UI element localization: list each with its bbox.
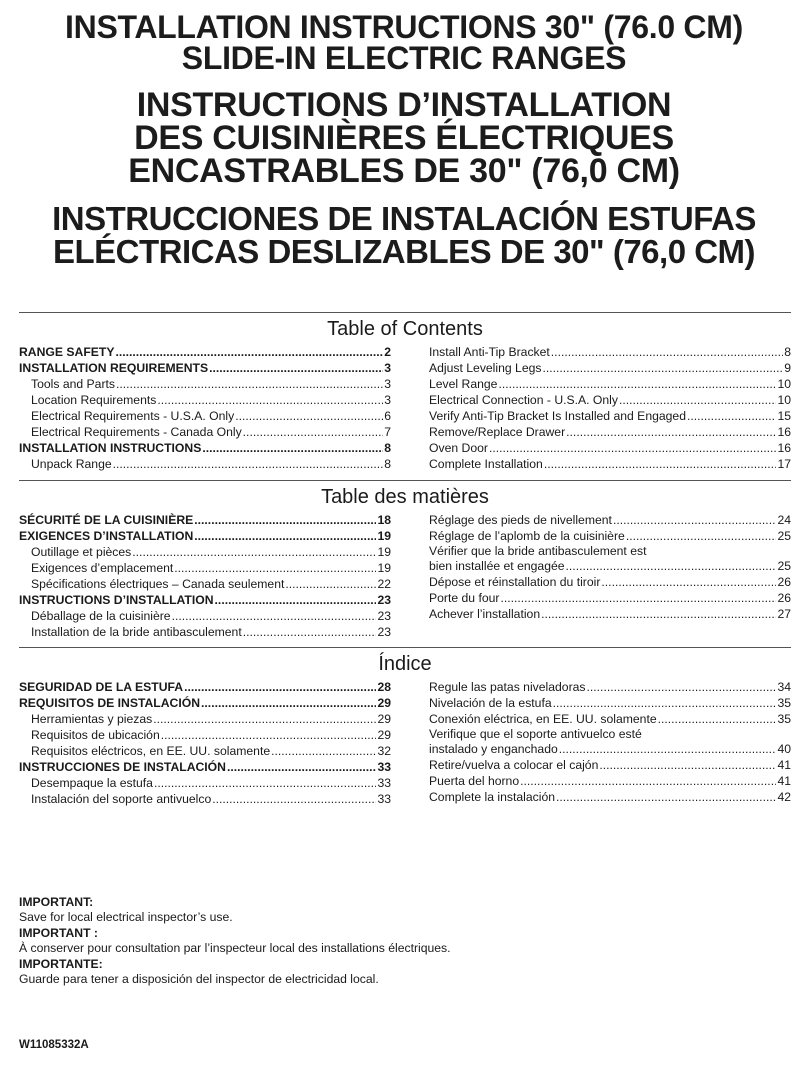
toc-entry-label: INSTALLATION INSTRUCTIONS bbox=[19, 441, 202, 455]
toc-entry bbox=[19, 576, 391, 592]
toc-entry-label: Verify Anti-Tip Bracket Is Installed and Engaged bbox=[429, 409, 686, 423]
toc-entry-page: 29 bbox=[377, 696, 391, 710]
toc-entry-page: 19 bbox=[377, 529, 391, 543]
toc-entry-label-line1: Vérifier que la bride antibasculement est bbox=[429, 544, 647, 558]
dot-leader bbox=[687, 408, 776, 424]
toc-entry-page: 41 bbox=[777, 758, 791, 772]
dot-leader bbox=[285, 576, 376, 592]
toc-entry-page: 35 bbox=[777, 696, 791, 710]
toc-entry bbox=[19, 440, 391, 456]
toc-entry-label: INSTRUCCIONES DE INSTALACIÓN bbox=[19, 760, 226, 774]
toc-left-column bbox=[19, 344, 391, 472]
dot-leader bbox=[201, 695, 376, 711]
toc-entry bbox=[429, 344, 791, 360]
toc-right-column bbox=[429, 679, 791, 807]
dot-leader bbox=[500, 590, 776, 606]
toc-entry-label: Conexión eléctrica, en EE. UU. solamente bbox=[429, 712, 657, 726]
toc-right-column bbox=[429, 344, 791, 472]
toc-entry bbox=[429, 711, 791, 727]
toc-entry-page: 3 bbox=[384, 377, 391, 391]
toc-entry bbox=[429, 528, 791, 544]
dot-leader bbox=[520, 773, 776, 789]
toc-entry bbox=[19, 711, 391, 727]
toc-entry bbox=[429, 376, 791, 392]
toc-entry-page: 33 bbox=[377, 776, 391, 790]
dot-leader bbox=[194, 528, 376, 544]
toc-entry-page: 27 bbox=[777, 607, 791, 621]
toc-entry-label: Adjust Leveling Legs bbox=[429, 361, 542, 375]
toc-entry bbox=[429, 727, 791, 757]
toc-entry-label: Installation de la bride antibasculement bbox=[31, 625, 242, 639]
dot-leader bbox=[566, 558, 777, 574]
toc-entry-label: Puerta del horno bbox=[429, 774, 520, 788]
toc-entry-label: Electrical Requirements - U.S.A. Only bbox=[31, 409, 235, 423]
dot-leader bbox=[626, 528, 777, 544]
toc-entry-label: Exigences d’emplacement bbox=[31, 561, 174, 575]
dot-leader bbox=[115, 344, 383, 360]
toc-entry-label: SEGURIDAD DE LA ESTUFA bbox=[19, 680, 184, 694]
toc-entry-label: Herramientas y piezas bbox=[31, 712, 153, 726]
dot-leader bbox=[658, 711, 777, 727]
toc-entry bbox=[19, 544, 391, 560]
toc-entry bbox=[19, 528, 391, 544]
title-line: INSTALLATION INSTRUCTIONS 30" (76.0 CM) bbox=[65, 9, 743, 45]
toc-entry-label: Electrical Requirements - Canada Only bbox=[31, 425, 242, 439]
dot-leader bbox=[174, 560, 376, 576]
dot-leader bbox=[184, 679, 376, 695]
toc-entry-page: 2 bbox=[384, 345, 391, 359]
dot-leader bbox=[243, 624, 377, 640]
toc-entry bbox=[429, 606, 791, 622]
toc-entry bbox=[429, 789, 791, 805]
toc-entry-page: 40 bbox=[777, 742, 791, 756]
dot-leader bbox=[544, 456, 777, 472]
toc-entry bbox=[429, 773, 791, 789]
toc-entry-page: 23 bbox=[377, 625, 391, 639]
toc-entry-page: 15 bbox=[777, 409, 791, 423]
toc-entry-label: RANGE SAFETY bbox=[19, 345, 115, 359]
toc-entry bbox=[429, 512, 791, 528]
toc-entry bbox=[19, 424, 391, 440]
important-text: Save for local electrical inspector’s use. bbox=[19, 910, 233, 924]
toc-entry-page: 19 bbox=[377, 545, 391, 559]
toc-entry-label: REQUISITOS DE INSTALACIÓN bbox=[19, 696, 201, 710]
dot-leader bbox=[599, 757, 776, 773]
toc-entry-label: Remove/Replace Drawer bbox=[429, 425, 566, 439]
title-line: ENCASTRABLES DE 30" (76,0 CM) bbox=[128, 152, 680, 190]
toc-entry-page: 35 bbox=[777, 712, 791, 726]
toc-entry-page: 26 bbox=[777, 591, 791, 605]
toc-french bbox=[19, 480, 791, 640]
toc-entry-page: 25 bbox=[777, 559, 791, 573]
toc-entry-page: 23 bbox=[377, 609, 391, 623]
title-block bbox=[0, 9, 808, 270]
toc-entry bbox=[19, 392, 391, 408]
toc-entry bbox=[19, 759, 391, 775]
title-line: INSTRUCCIONES DE INSTALACIÓN ESTUFAS bbox=[52, 200, 756, 237]
toc-entry bbox=[429, 695, 791, 711]
title-line: DES CUISINIÈRES ÉLECTRIQUES bbox=[134, 119, 674, 157]
dot-leader bbox=[215, 592, 377, 608]
toc-entry bbox=[19, 743, 391, 759]
important-heading: IMPORTANT: bbox=[19, 895, 94, 909]
toc-left-column bbox=[19, 512, 391, 640]
dot-leader bbox=[243, 424, 384, 440]
toc-entry bbox=[19, 408, 391, 424]
important-heading: IMPORTANT : bbox=[19, 926, 98, 940]
toc-entry-label: Porte du four bbox=[429, 591, 500, 605]
toc-entry bbox=[19, 592, 391, 608]
toc-entry-page: 18 bbox=[377, 513, 391, 527]
toc-entry-label: Level Range bbox=[429, 377, 498, 391]
dot-leader bbox=[613, 512, 777, 528]
toc-entry-label: Réglage de l’aplomb de la cuisinière bbox=[429, 529, 625, 543]
toc-entry-label: Requisitos eléctricos, en EE. UU. solamente bbox=[31, 744, 271, 758]
dot-leader bbox=[154, 775, 376, 791]
toc-entry bbox=[429, 424, 791, 440]
toc-entry-page: 9 bbox=[784, 361, 791, 375]
toc-entry bbox=[429, 408, 791, 424]
toc-entry bbox=[19, 608, 391, 624]
dot-leader bbox=[194, 512, 376, 528]
toc-english bbox=[19, 312, 791, 472]
toc-entry-label: SÉCURITÉ DE LA CUISINIÈRE bbox=[19, 513, 194, 527]
toc-entry bbox=[19, 376, 391, 392]
toc-entry-label: INSTRUCTIONS D’INSTALLATION bbox=[19, 593, 214, 607]
toc-entry-page: 17 bbox=[777, 457, 791, 471]
important-text: À conserver pour consultation par l’inspecteur local des installations électriques. bbox=[19, 941, 451, 955]
toc-entry-label: instalado y enganchado bbox=[429, 742, 558, 756]
toc-entry-label: Location Requirements bbox=[31, 393, 157, 407]
toc-entry bbox=[19, 775, 391, 791]
toc-entry-page: 24 bbox=[777, 513, 791, 527]
dot-leader bbox=[566, 424, 776, 440]
toc-entry bbox=[19, 695, 391, 711]
toc-entry-page: 23 bbox=[377, 593, 391, 607]
toc-entry-label: Réglage des pieds de nivellement bbox=[429, 513, 612, 527]
toc-entry bbox=[19, 679, 391, 695]
dot-leader bbox=[161, 727, 377, 743]
toc-entry-page: 8 bbox=[384, 457, 391, 471]
toc-heading: Table of Contents bbox=[19, 312, 791, 341]
dot-leader bbox=[556, 789, 776, 805]
toc-entry-label: Instalación del soporte antivuelco bbox=[31, 792, 212, 806]
toc-entry-page: 26 bbox=[777, 575, 791, 589]
toc-entry-label: Oven Door bbox=[429, 441, 488, 455]
title-line: ELÉCTRICAS DESLIZABLES DE 30" (76,0 CM) bbox=[52, 233, 756, 270]
toc-entry-page: 10 bbox=[777, 393, 791, 407]
toc-entry bbox=[429, 574, 791, 590]
toc-entry-label: Tools and Parts bbox=[31, 377, 116, 391]
toc-entry-label: Desempaque la estufa bbox=[31, 776, 153, 790]
dot-leader bbox=[489, 440, 777, 456]
toc-entry-label: Unpack Range bbox=[31, 457, 112, 471]
toc-entry bbox=[19, 727, 391, 743]
toc-entry-label: Install Anti-Tip Bracket bbox=[429, 345, 550, 359]
toc-right-column bbox=[429, 512, 791, 640]
toc-entry bbox=[429, 456, 791, 472]
toc-entry-page: 3 bbox=[384, 393, 391, 407]
toc-entry-page: 41 bbox=[777, 774, 791, 788]
toc-entry-page: 3 bbox=[384, 361, 391, 375]
toc-entry-page: 29 bbox=[377, 728, 391, 742]
toc-entry-page: 32 bbox=[377, 744, 391, 758]
toc-entry bbox=[429, 757, 791, 773]
toc-entry-label: bien installée et engagée bbox=[429, 559, 565, 573]
toc-spanish bbox=[19, 647, 791, 807]
dot-leader bbox=[542, 360, 783, 376]
toc-entry-page: 16 bbox=[777, 425, 791, 439]
dot-leader bbox=[619, 392, 776, 408]
dot-leader bbox=[153, 711, 376, 727]
toc-left-column bbox=[19, 679, 391, 807]
toc-entry-label-line1: Verifique que el soporte antivuelco esté bbox=[429, 727, 642, 741]
dot-leader bbox=[209, 360, 383, 376]
toc-entry-label: Nivelación de la estufa bbox=[429, 696, 552, 710]
toc-entry-label: Outillage et pièces bbox=[31, 545, 132, 559]
toc-entry bbox=[429, 679, 791, 695]
toc-entry-page: 6 bbox=[384, 409, 391, 423]
toc-entry-label: Electrical Connection - U.S.A. Only bbox=[429, 393, 618, 407]
title-line: INSTRUCTIONS D’INSTALLATION bbox=[136, 86, 672, 124]
dot-leader bbox=[132, 544, 376, 560]
toc-entry-page: 22 bbox=[377, 577, 391, 591]
toc-entry-page: 8 bbox=[384, 441, 391, 455]
toc-entry-page: 28 bbox=[377, 680, 391, 694]
toc-entry-page: 34 bbox=[777, 680, 791, 694]
toc-entry-page: 33 bbox=[377, 760, 391, 774]
toc-entry-label: Dépose et réinstallation du tiroir bbox=[429, 575, 601, 589]
toc-heading: Índice bbox=[19, 647, 791, 676]
toc-entry-label: Spécifications électriques – Canada seulement bbox=[31, 577, 285, 591]
dot-leader bbox=[587, 679, 777, 695]
toc-entry bbox=[429, 360, 791, 376]
dot-leader bbox=[157, 392, 383, 408]
toc-entry-page: 19 bbox=[377, 561, 391, 575]
toc-entry-label: Retire/vuelva a colocar el cajón bbox=[429, 758, 599, 772]
title-spanish bbox=[0, 202, 808, 268]
dot-leader bbox=[601, 574, 776, 590]
toc-entry-label: EXIGENCES D’INSTALLATION bbox=[19, 529, 194, 543]
toc-entry-label: Regule las patas niveladoras bbox=[429, 680, 586, 694]
toc-entry-label: Complete Installation bbox=[429, 457, 543, 471]
toc-entry bbox=[19, 791, 391, 807]
toc-entry bbox=[19, 560, 391, 576]
toc-entry-page: 33 bbox=[377, 792, 391, 806]
toc-entry-label: INSTALLATION REQUIREMENTS bbox=[19, 361, 209, 375]
dot-leader bbox=[202, 440, 383, 456]
toc-entry bbox=[19, 360, 391, 376]
toc-heading: Table des matières bbox=[19, 480, 791, 509]
toc-entry-page: 8 bbox=[784, 345, 791, 359]
toc-entry bbox=[429, 440, 791, 456]
toc-entry bbox=[19, 512, 391, 528]
toc-entry-label: Complete la instalación bbox=[429, 790, 556, 804]
toc-entry-page: 29 bbox=[377, 712, 391, 726]
toc-entry-label: Requisitos de ubicación bbox=[31, 728, 160, 742]
dot-leader bbox=[227, 759, 376, 775]
dot-leader bbox=[553, 695, 777, 711]
dot-leader bbox=[559, 741, 777, 757]
dot-leader bbox=[116, 376, 383, 392]
title-french bbox=[0, 86, 808, 190]
title-english bbox=[0, 9, 808, 76]
toc-entry-page: 42 bbox=[777, 790, 791, 804]
toc-entry bbox=[19, 344, 391, 360]
dot-leader bbox=[113, 456, 384, 472]
toc-entry-page: 7 bbox=[384, 425, 391, 439]
toc-entry bbox=[429, 544, 791, 574]
title-line: SLIDE-IN ELECTRIC RANGES bbox=[181, 40, 627, 76]
dot-leader bbox=[498, 376, 776, 392]
toc-entry bbox=[429, 392, 791, 408]
important-heading: IMPORTANTE: bbox=[19, 957, 103, 971]
dot-leader bbox=[235, 408, 383, 424]
important-notes bbox=[19, 895, 779, 988]
important-text: Guarde para tener a disposición del inspector de electricidad local. bbox=[19, 972, 379, 986]
toc-entry bbox=[429, 590, 791, 606]
toc-entry-page: 10 bbox=[777, 377, 791, 391]
dot-leader bbox=[551, 344, 783, 360]
toc-entry bbox=[19, 456, 391, 472]
toc-entry-label: Déballage de la cuisinière bbox=[31, 609, 171, 623]
toc-entry-page: 25 bbox=[777, 529, 791, 543]
dot-leader bbox=[541, 606, 776, 622]
toc-entry-label: Achever l’installation bbox=[429, 607, 541, 621]
toc-entry-page: 16 bbox=[777, 441, 791, 455]
dot-leader bbox=[271, 743, 376, 759]
dot-leader bbox=[212, 791, 376, 807]
dot-leader bbox=[172, 608, 377, 624]
document-number: W11085332A bbox=[19, 1039, 89, 1051]
toc-entry bbox=[19, 624, 391, 640]
